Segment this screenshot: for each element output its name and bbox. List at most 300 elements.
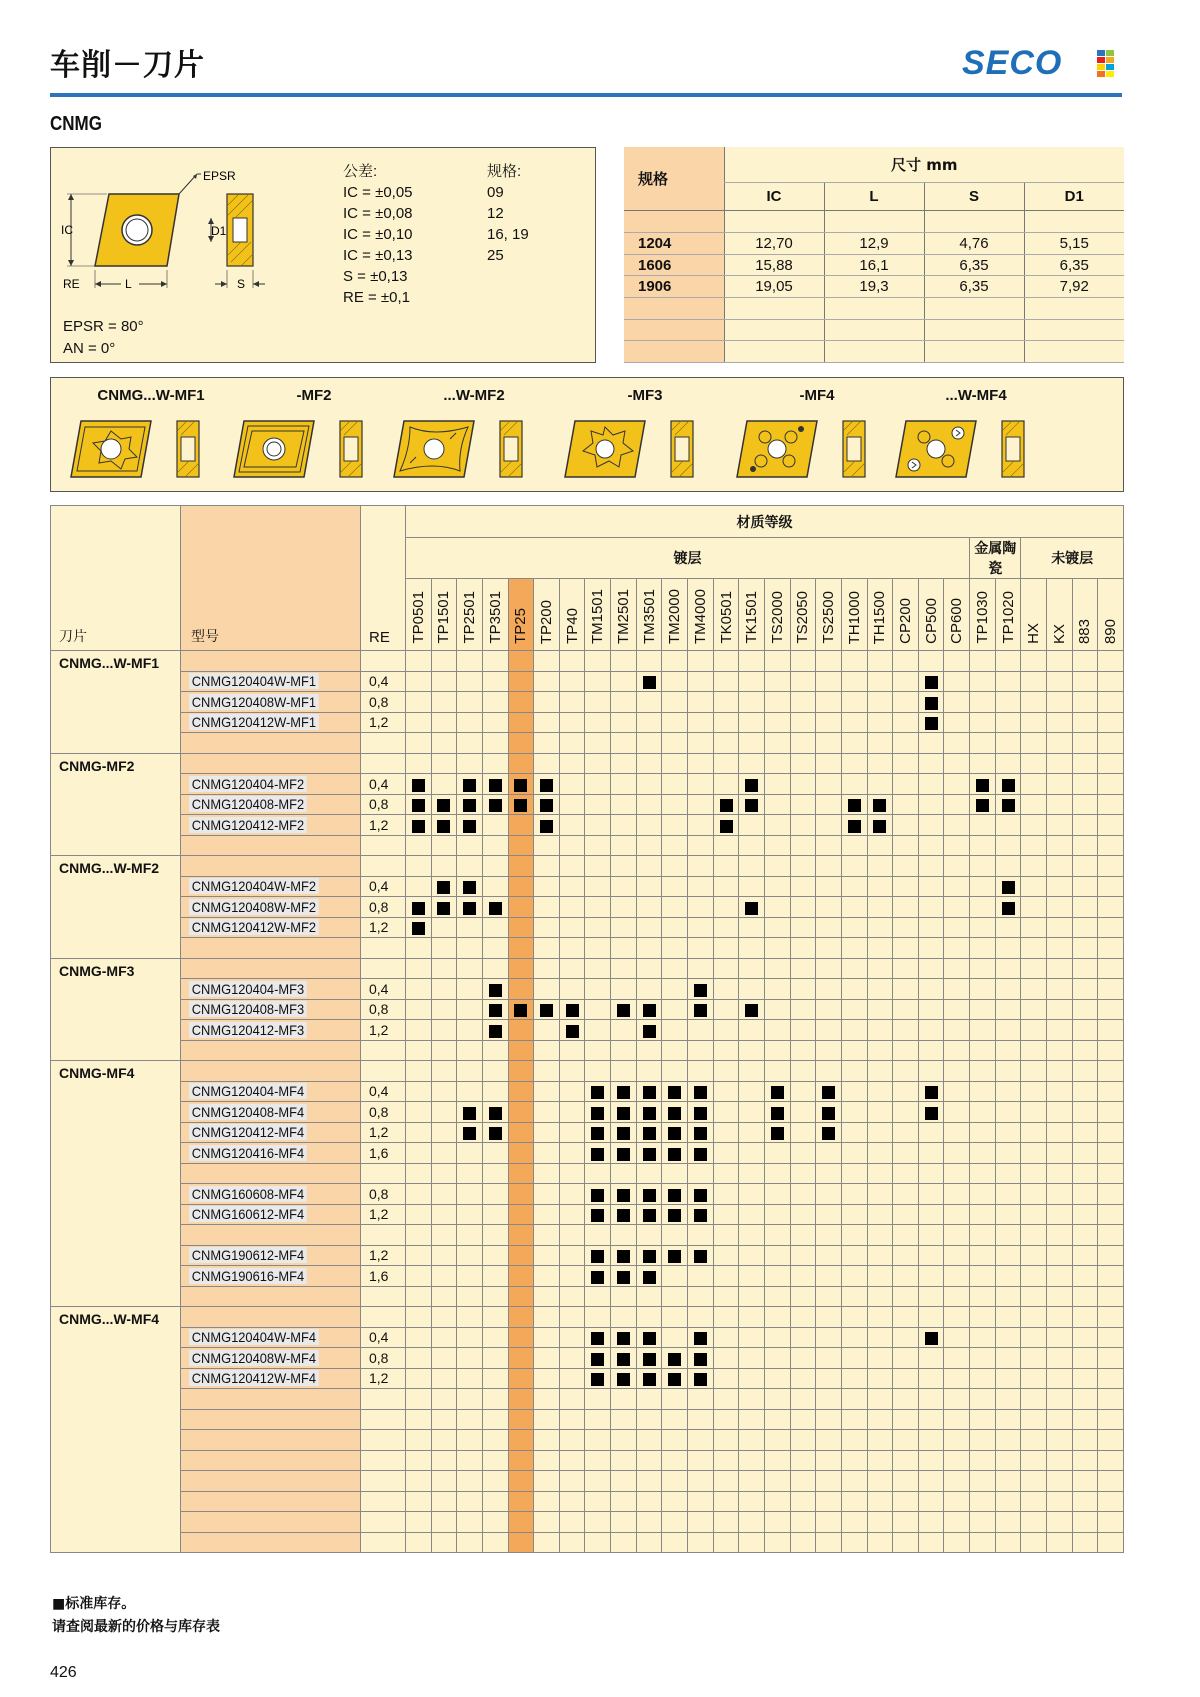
grade-cell [790,774,816,795]
re-cell: 0,4 [361,1081,406,1102]
grade-cell [534,1368,560,1389]
grade-cell [944,815,970,836]
stock-mark [668,1189,681,1202]
grade-label: TP1030 [973,591,991,644]
stock-mark [694,1127,707,1140]
grade-cell [457,1020,483,1041]
stock-mark [412,820,425,833]
grade-cell [893,1143,919,1164]
stock-mark [668,1148,681,1161]
grade-cell [841,897,867,918]
grade-header-tp25 [508,579,534,651]
grade-cell [559,917,585,938]
grade-label: TP200 [538,599,556,644]
grade-cell [611,815,637,836]
grade-cell [534,794,560,815]
grade-cell [816,1266,842,1287]
grade-label: TM2000 [666,588,684,644]
grade-cell [739,794,765,815]
size-header: 规格: [487,163,522,180]
model-cell [181,692,361,713]
grade-cell [1047,1348,1073,1369]
epsr-value: EPSR = 80° [63,318,144,335]
grade-cell [508,1327,534,1348]
table-row [51,712,1124,733]
stock-mark [617,1209,630,1222]
grade-cell [713,979,739,1000]
grade-cell [482,671,508,692]
re-cell: 0,8 [361,794,406,815]
model-code: CNMG120408W-MF4 [189,1350,319,1366]
grade-cell [790,712,816,733]
grade-cell [918,999,944,1020]
grade-cell [662,979,688,1000]
grade-cell [1098,1081,1124,1102]
grade-cell [867,671,893,692]
grade-cell [431,774,457,795]
stock-mark [771,1107,784,1120]
grade-cell [713,1081,739,1102]
grade-cell [1047,917,1073,938]
grade-label: TS2050 [794,591,812,644]
grade-cell [841,1122,867,1143]
grade-cell [1047,1368,1073,1389]
dim-l: 12,9 [824,233,924,255]
table-row [51,774,1124,795]
stock-mark [617,1332,630,1345]
variant-label: ...W-MF4 [945,387,1007,404]
grade-cell [790,1204,816,1225]
table-row [51,1368,1124,1389]
stock-mark [822,1107,835,1120]
table-row [51,1327,1124,1348]
grade-cell [534,1245,560,1266]
grade-cell [790,876,816,897]
grade-label: TP2501 [461,591,479,644]
grade-cell [662,815,688,836]
table-row [51,1081,1124,1102]
stock-mark [720,799,733,812]
grade-cell [559,1368,585,1389]
grade-cell [1021,1102,1047,1123]
grade-cell [867,712,893,733]
an-value: AN = 0° [63,340,116,357]
grade-cell [995,917,1021,938]
grade-cell [841,876,867,897]
grade-cell [867,1327,893,1348]
grade-cell [970,1204,996,1225]
grade-cell [636,815,662,836]
coated-header: 镀层 [406,538,970,579]
grade-cell [508,1143,534,1164]
grade-cell [1047,712,1073,733]
grade-cell [534,1204,560,1225]
dimensions-table [624,147,1124,363]
stock-mark [694,1250,707,1263]
grade-cell [457,1102,483,1123]
grade-cell [1072,999,1098,1020]
grade-cell [918,1122,944,1143]
grade-cell [713,917,739,938]
grade-cell [611,1204,637,1225]
stock-mark [694,1209,707,1222]
grade-cell [1047,692,1073,713]
stock-mark [591,1353,604,1366]
grade-cell [457,1184,483,1205]
grade-cell [816,979,842,1000]
grade-cell [713,897,739,918]
grade-cell [1047,897,1073,918]
re-cell: 1,6 [361,1143,406,1164]
grade-cell [918,1102,944,1123]
grade-cell [559,1184,585,1205]
stock-mark [617,1107,630,1120]
grade-cell [559,774,585,795]
stock-mark [694,1004,707,1017]
grade-cell [508,1020,534,1041]
grade-cell [688,917,714,938]
grade-cell [636,1184,662,1205]
model-code: CNMG190616-MF4 [189,1268,307,1284]
grade-cell [406,897,432,918]
stock-mark [591,1373,604,1386]
stock-mark [540,1004,553,1017]
model-code: CNMG120404-MF2 [189,776,307,792]
grade-cell [1072,979,1098,1000]
grade-cell [559,979,585,1000]
model-cell [181,999,361,1020]
grade-cell [1021,979,1047,1000]
page-title: 车削－刀片 [50,48,205,83]
grade-cell [713,1266,739,1287]
model-cell [181,794,361,815]
dim-spec: 1906 [624,276,724,298]
stock-mark [412,799,425,812]
grade-cell [559,1266,585,1287]
grade-cell [739,815,765,836]
model-cell [181,671,361,692]
grade-cell [790,1348,816,1369]
grade-cell [816,897,842,918]
model-code: CNMG120412W-MF2 [189,919,319,935]
grade-cell [688,1102,714,1123]
grade-cell [1021,1081,1047,1102]
dim-ic: 15,88 [724,254,824,276]
grade-cell [585,1081,611,1102]
stock-mark [694,1373,707,1386]
grade-cell [1072,774,1098,795]
re-cell: 1,2 [361,712,406,733]
grade-cell [918,692,944,713]
grade-cell [1098,774,1124,795]
grade-cell [995,1204,1021,1225]
grade-cell [764,712,790,733]
grade-cell [585,1266,611,1287]
grade-cell [482,712,508,733]
grade-cell [764,1020,790,1041]
stock-mark [668,1209,681,1222]
grade-cell [739,897,765,918]
label-re: RE [63,277,80,291]
grade-cell [406,1081,432,1102]
grade-cell [457,671,483,692]
grade-cell [970,917,996,938]
grade-cell [1021,1348,1047,1369]
re-cell: 0,8 [361,1348,406,1369]
grade-cell [841,1245,867,1266]
grade-cell [995,1245,1021,1266]
grade-cell [1072,1368,1098,1389]
model-cell [181,1327,361,1348]
grade-cell [534,1122,560,1143]
grade-cell [457,1327,483,1348]
grade-cell [995,1368,1021,1389]
grade-cell [970,1348,996,1369]
grade-cell [790,1327,816,1348]
size-item: 12 [487,205,504,222]
model-cell [181,1143,361,1164]
spec-header: 规格 [624,147,724,211]
grade-cell [893,999,919,1020]
grade-cell [764,1081,790,1102]
size-item: 25 [487,247,504,264]
stock-mark [437,799,450,812]
dim-s: 4,76 [924,233,1024,255]
grade-header-890 [1098,579,1124,651]
grade-cell [790,1368,816,1389]
grade-cell [585,671,611,692]
table-row [51,1020,1124,1041]
stock-mark [643,1189,656,1202]
table-row [51,917,1124,938]
grade-cell [636,1327,662,1348]
grade-cell [995,1081,1021,1102]
grade-header-tm2000 [662,579,688,651]
tolerance-item: S = ±0,13 [343,268,408,285]
table-row [51,671,1124,692]
grade-cell [636,671,662,692]
stock-mark [694,1332,707,1345]
grade-cell [1047,1081,1073,1102]
grade-cell [585,774,611,795]
model-code: CNMG120408-MF2 [189,796,307,812]
stock-mark [694,1189,707,1202]
grade-cell [764,1204,790,1225]
grade-cell [790,794,816,815]
grade-cell [431,1245,457,1266]
grade-cell [867,876,893,897]
stock-mark [591,1148,604,1161]
grade-cell [841,1184,867,1205]
grade-cell [482,897,508,918]
grade-cell [841,712,867,733]
grade-cell [482,876,508,897]
re-cell: 1,2 [361,1122,406,1143]
grade-cell [790,692,816,713]
grade-cell [944,1184,970,1205]
grade-cell [713,876,739,897]
grade-cell [534,712,560,733]
grade-cell [611,692,637,713]
grade-cell [970,692,996,713]
grade-cell [816,1102,842,1123]
stock-mark [873,799,886,812]
grade-cell [1072,1081,1098,1102]
grade-cell [636,692,662,713]
grade-cell [1021,1204,1047,1225]
grade-cell [662,1020,688,1041]
grade-cell [1072,1245,1098,1266]
grade-header-th1500 [867,579,893,651]
grade-cell [841,999,867,1020]
grade-cell [688,979,714,1000]
grade-cell [739,671,765,692]
stock-mark [745,779,758,792]
grade-cell [739,1143,765,1164]
grade-cell [944,692,970,713]
grade-cell [970,1143,996,1164]
grade-cell [457,774,483,795]
grade-cell [559,999,585,1020]
stock-mark [566,1004,579,1017]
stock-mark [412,922,425,935]
grade-cell [431,1184,457,1205]
grade-cell [1098,671,1124,692]
grade-cell [944,1348,970,1369]
dimensions-title: 尺寸 mm [724,147,1124,182]
grade-cell [893,1102,919,1123]
grade-cell [713,712,739,733]
re-cell: 0,8 [361,1102,406,1123]
grade-cell [406,671,432,692]
dim-s: 6,35 [924,254,1024,276]
insert-group-name: CNMG-MF2 [51,753,181,856]
grade-cell [636,1122,662,1143]
stock-mark [643,1086,656,1099]
grade-cell [970,1020,996,1041]
grade-cell [559,671,585,692]
grade-cell [995,1020,1021,1041]
grade-label: TK0501 [717,591,735,644]
grade-cell [1047,1204,1073,1225]
stock-mark [591,1332,604,1345]
grade-label: TP1020 [999,591,1017,644]
grade-cell [1047,1327,1073,1348]
grade-cell [688,1081,714,1102]
stock-mark [643,1004,656,1017]
grade-cell [970,671,996,692]
insert-col-header: 刀片 [51,506,181,651]
grade-cell [1098,979,1124,1000]
grade-cell [585,1102,611,1123]
grade-cell [1047,1266,1073,1287]
angle-specs [63,316,144,360]
dim-ic: 19,05 [724,276,824,298]
stock-mark [1002,799,1015,812]
grade-cell [1047,1184,1073,1205]
grade-cell [662,1102,688,1123]
grade-cell [841,692,867,713]
grade-cell [893,1266,919,1287]
grade-cell [585,917,611,938]
grade-cell [1021,1184,1047,1205]
stock-mark [745,799,758,812]
grade-cell [918,1245,944,1266]
stock-mark [437,881,450,894]
grade-cell [1098,815,1124,836]
grade-cell [611,1081,637,1102]
grade-cell [816,999,842,1020]
grade-cell [918,1184,944,1205]
grade-cell [662,794,688,815]
stock-mark [463,1107,476,1120]
dim-col-header: IC [724,182,824,211]
grade-cell [918,712,944,733]
grade-cell [431,815,457,836]
dim-d1: 5,15 [1024,233,1124,255]
grade-cell [611,1184,637,1205]
grade-cell [482,1020,508,1041]
stock-mark [591,1127,604,1140]
grade-cell [508,1348,534,1369]
grade-cell [790,897,816,918]
grade-cell [1098,897,1124,918]
grade-cell [431,897,457,918]
grade-cell [688,794,714,815]
grade-cell [611,671,637,692]
grade-cell [585,897,611,918]
stock-mark [925,1332,938,1345]
grade-cell [816,1368,842,1389]
stock-mark [489,1025,502,1038]
insert-a-icon [69,411,219,485]
stock-mark [745,1004,758,1017]
grade-cell [790,1184,816,1205]
table-row [51,1143,1124,1164]
grade-cell [816,1327,842,1348]
stock-mark [463,820,476,833]
grade-cell [995,815,1021,836]
table-row [51,1122,1124,1143]
grade-cell [893,1204,919,1225]
stock-mark [514,779,527,792]
grade-header-tm2501 [611,579,637,651]
grade-label: TK1501 [743,591,761,644]
grade-cell [816,774,842,795]
stock-mark [643,1148,656,1161]
grade-cell [508,1081,534,1102]
grade-cell [1021,1368,1047,1389]
grade-cell [457,897,483,918]
model-code: CNMG120412-MF3 [189,1022,307,1038]
grade-cell [534,999,560,1020]
grade-cell [688,692,714,713]
grade-cell [790,999,816,1020]
stock-mark [925,1107,938,1120]
stock-mark [643,1209,656,1222]
grade-cell [867,1184,893,1205]
grade-cell [636,897,662,918]
stock-mark [617,1353,630,1366]
grade-cell [893,1327,919,1348]
stock-mark [925,676,938,689]
page-number: 426 [50,1664,77,1681]
grade-cell [559,1102,585,1123]
grade-cell [406,876,432,897]
grade-cell [1021,917,1047,938]
stock-mark [412,902,425,915]
grade-cell [841,1348,867,1369]
